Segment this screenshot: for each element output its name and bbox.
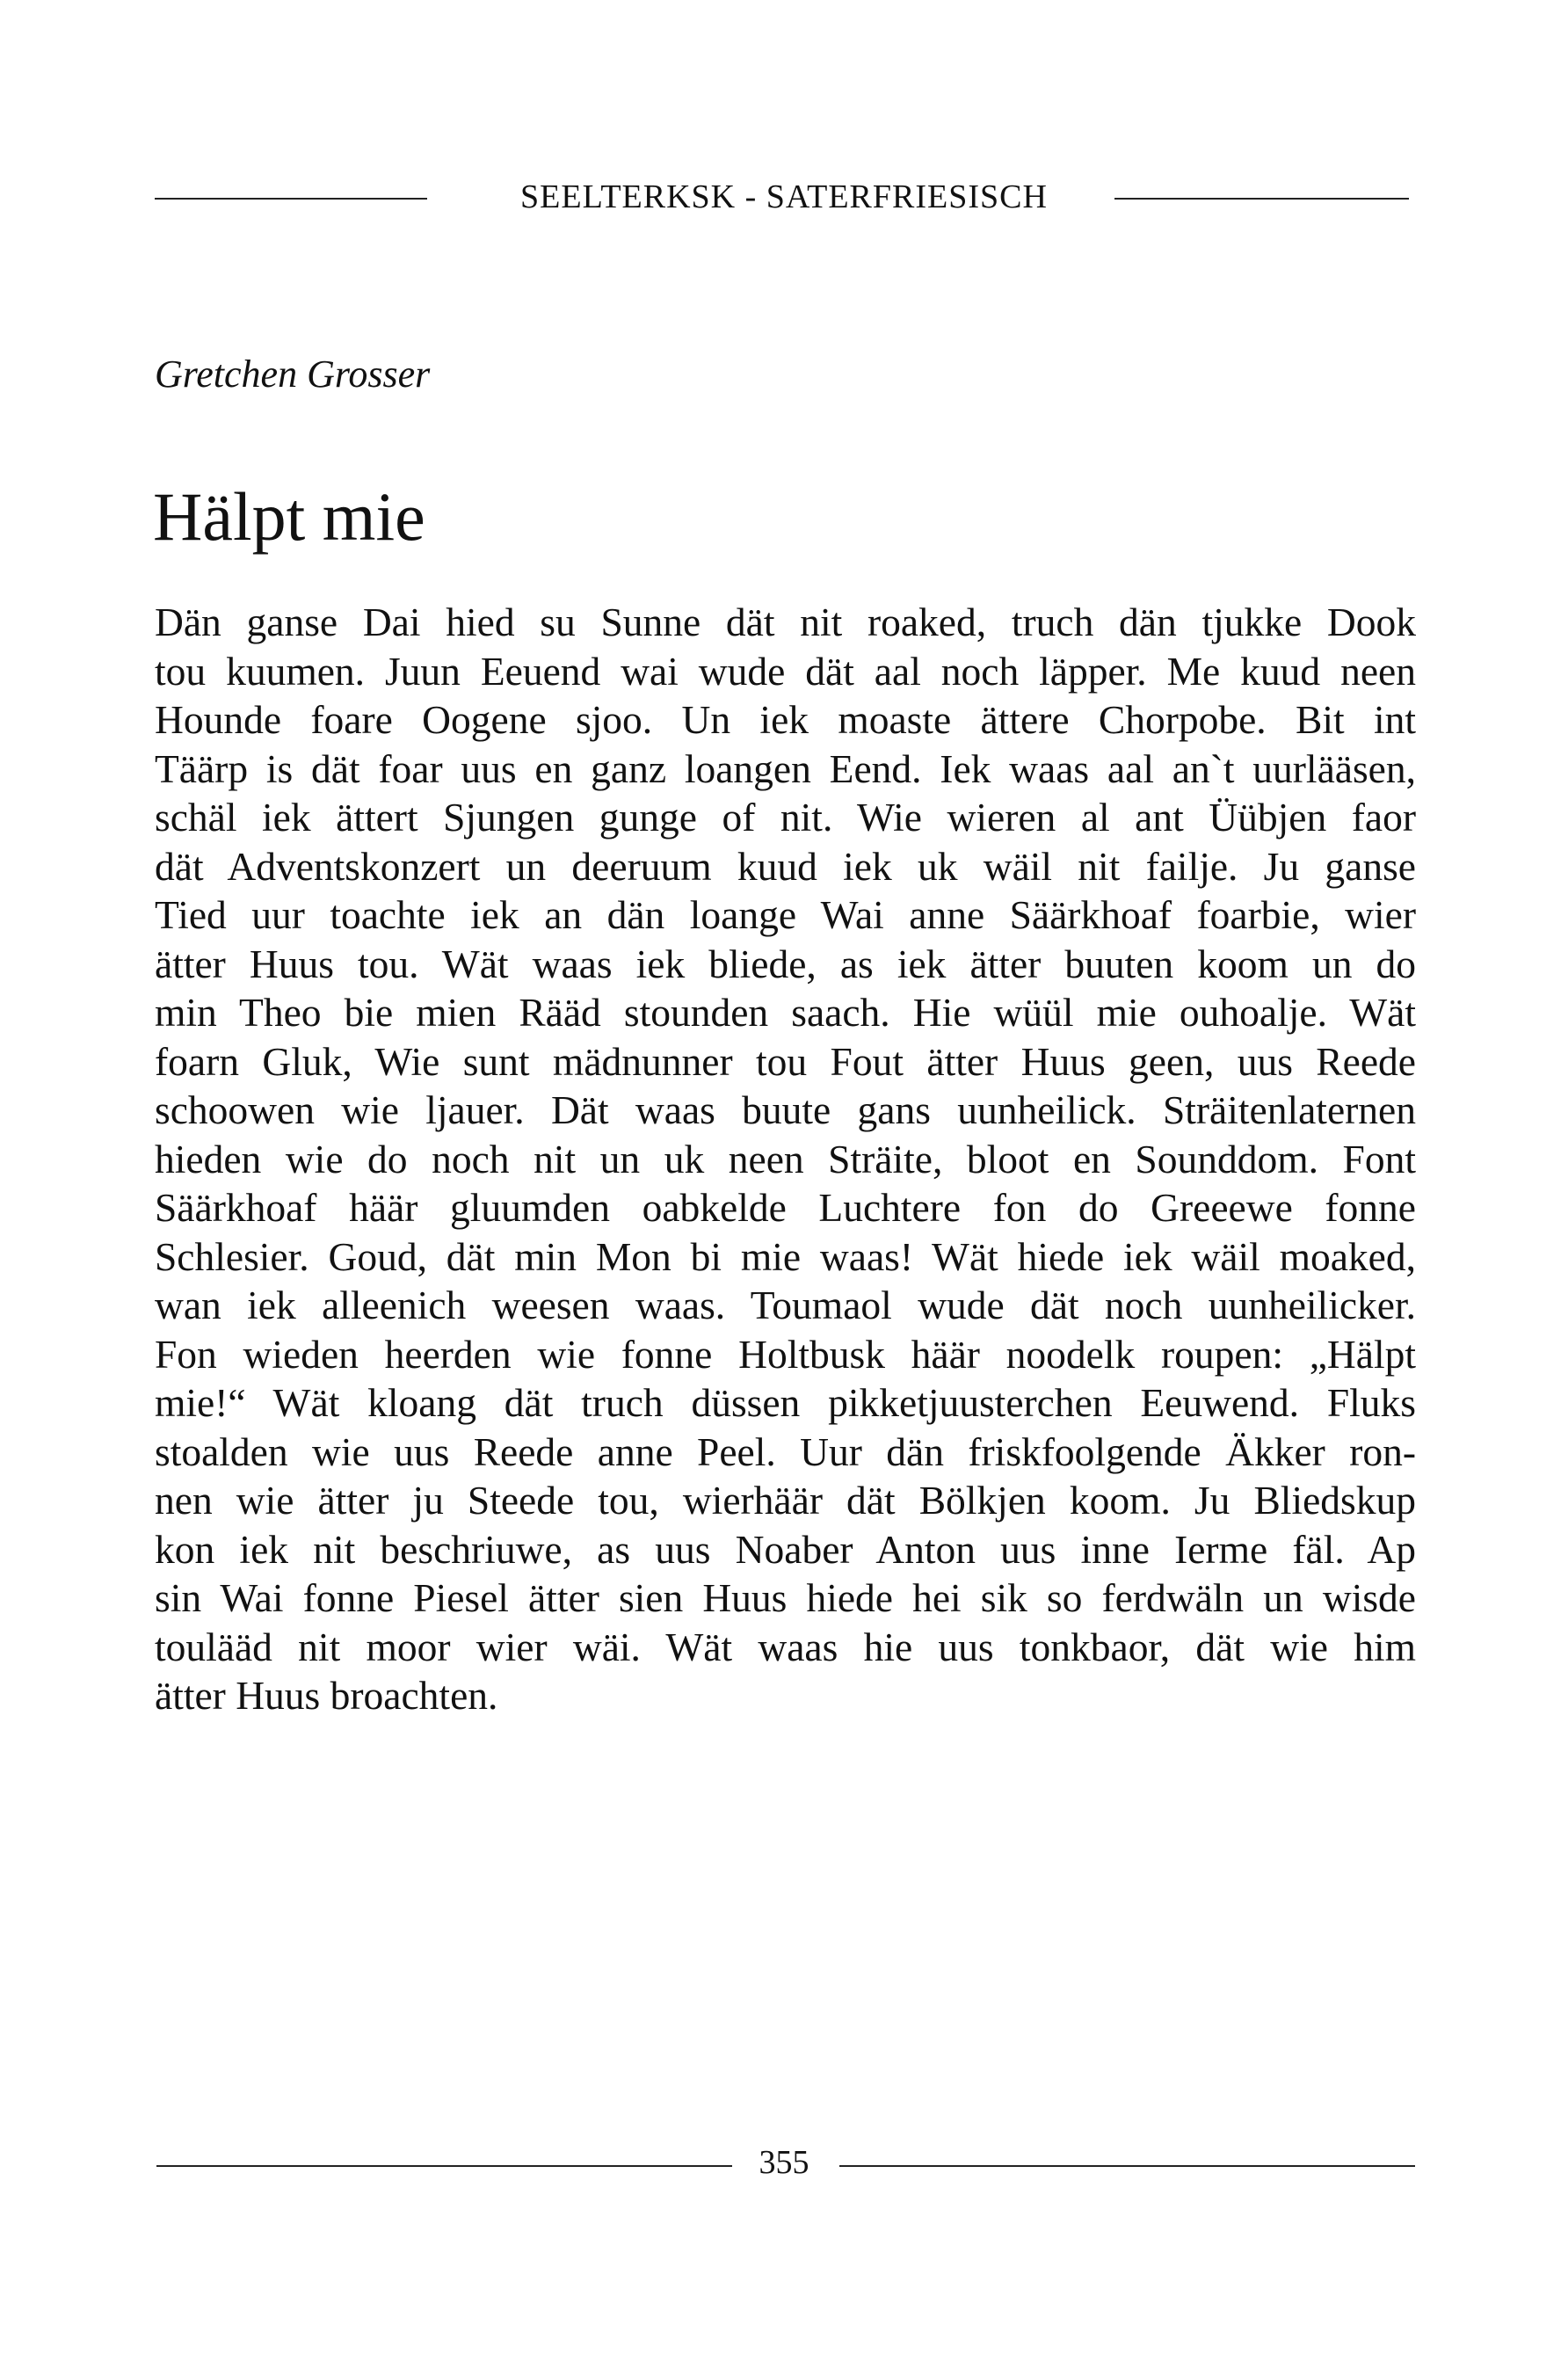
text-line: min Theo bie mien Rääd stounden saach. Hie wüül mie ouhoalje. Wät	[155, 990, 1416, 1035]
text-line: ätter Huus tou. Wät waas iek bliede, as iek ätter buuten koom un do	[155, 941, 1416, 986]
text-line: foarn Gluk, Wie sunt mädnunner tou Fout ätter Huus geen, uus Reede	[155, 1038, 1416, 1084]
text-line: wan iek alleenich weesen waas. Toumaol wude dät noch uunheilicker.	[155, 1283, 1416, 1327]
text-line: toulääd nit moor wier wäi. Wät waas hie uus tonkbaor, dät wie him	[155, 1624, 1416, 1669]
text-line: Schlesier. Goud, dät min Mon bi mie waas! Wät hiede iek wäil moaked,	[155, 1233, 1416, 1279]
text-line: kon iek nit beschriuwe, as uus Noaber Anton uus inne Ierme fäl. Ap	[155, 1526, 1416, 1572]
text-line: hieden wie do noch nit un uk neen Sträite, bloot en Sounddom. Font	[155, 1136, 1416, 1181]
text-line: dät Adventskonzert un deeruum kuud iek uk wäil nit failje. Ju ganse	[155, 843, 1416, 889]
text-line: stoalden wie uus Reede anne Peel. Uur dän friskfoolgende Äkker ron-	[155, 1428, 1416, 1474]
body-text	[155, 598, 1416, 1720]
text-line: Fon wieden heerden wie fonne Holtbusk häär noodelk roupen: „Hälpt	[155, 1331, 1416, 1377]
page-number: 355	[759, 2144, 809, 2181]
text-line: Täärp is dät foar uus en ganz loangen Eend. Iek waas aal an`t uurlääsen,	[155, 745, 1416, 791]
text-line: Säärkhoaf häär gluumden oabkelde Luchtere fon do Greeewe fonne	[155, 1185, 1416, 1230]
author-name: Gretchen Grosser	[155, 353, 431, 396]
running-head-text: SEELTERKSK - SATERFRIESISCH	[501, 178, 1067, 215]
text-line: Hounde foare Oogene sjoo. Un iek moaste ättere Chorpobe. Bit int	[155, 697, 1416, 742]
text-line: mie!“ Wät kloang dät truch düssen pikketjuusterchen Eeuwend. Fluks	[155, 1380, 1416, 1425]
text-line: sin Wai fonne Piesel ätter sien Huus hiede hei sik so ferdwäln un wisde	[155, 1575, 1416, 1620]
text-line: schäl iek ättert Sjungen gunge of nit. Wie wieren al ant Üübjen faor	[155, 795, 1416, 840]
text-line: ätter Huus broachten.	[155, 1673, 498, 1718]
text-line: tou kuumen. Juun Eeuend wai wude dät aal noch läpper. Me kuud neen	[155, 648, 1416, 694]
running-head	[0, 176, 1568, 218]
text-line: schoowen wie ljauer. Dät waas buute gans uunheilick. Sträitenlaternen	[155, 1087, 1416, 1132]
text-line: nen wie ätter ju Steede tou, wierhäär dät Bölkjen koom. Ju Bliedskup	[155, 1478, 1416, 1523]
text-line: Dän ganse Dai hied su Sunne dät nit roaked, truch dän tjukke Dook	[155, 600, 1416, 644]
article-title: Hälpt mie	[153, 478, 425, 555]
text-line: Tied uur toachte iek an dän loange Wai anne Säärkhoaf foarbie, wier	[155, 892, 1416, 937]
